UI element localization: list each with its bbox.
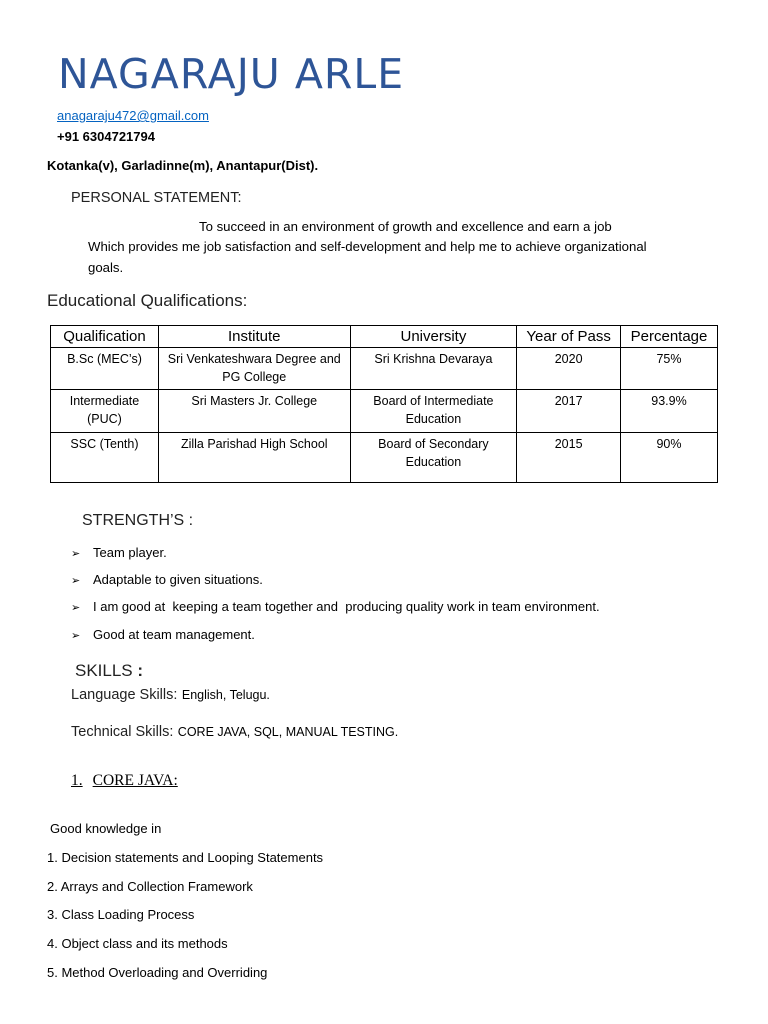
strength-text: I am good at keeping a team together and producing quality work in team environment. xyxy=(93,599,600,614)
language-skills xyxy=(71,686,270,704)
table-cell: Sri Masters Jr. College xyxy=(158,390,350,433)
strengths-heading: STRENGTH’S : xyxy=(82,512,194,529)
arrow-bullet-icon: ➢ xyxy=(71,630,81,642)
arrow-bullet-icon: ➢ xyxy=(71,575,81,587)
list-item: 5. Method Overloading and Overriding xyxy=(47,965,268,980)
table-row xyxy=(51,433,718,483)
skills-heading-text: SKILLS xyxy=(75,661,133,680)
table-cell: 2017 xyxy=(517,390,621,433)
list-item: 3. Class Loading Process xyxy=(47,907,195,922)
personal-statement-heading: PERSONAL STATEMENT: xyxy=(71,190,242,206)
core-java-heading xyxy=(71,772,178,790)
table-cell: Board of Secondary Education xyxy=(350,433,517,483)
table-cell: SSC (Tenth) xyxy=(51,433,159,483)
table-cell: 75% xyxy=(621,348,718,390)
strength-text: Adaptable to given situations. xyxy=(93,572,263,587)
technical-skills-value: CORE JAVA, SQL, MANUAL TESTING. xyxy=(177,725,399,739)
table-row xyxy=(51,390,718,433)
list-item xyxy=(71,545,167,560)
personal-statement-line: Which provides me job satisfaction and self-development and help me to achieve organizational xyxy=(88,239,647,254)
strength-text: Team player. xyxy=(93,545,167,560)
skills-heading-colon: : xyxy=(137,661,144,680)
table-cell: Board of Intermediate Education xyxy=(350,390,517,433)
column-header: University xyxy=(350,326,517,348)
arrow-bullet-icon: ➢ xyxy=(71,548,81,560)
language-skills-label: Language Skills: xyxy=(71,687,178,703)
candidate-name: NAGARAJU ARLE xyxy=(58,50,405,98)
skills-heading xyxy=(75,661,143,681)
personal-statement-line: goals. xyxy=(88,260,124,275)
list-item: 2. Arrays and Collection Framework xyxy=(47,879,253,894)
table-cell: 90% xyxy=(621,433,718,483)
technical-skills-label: Technical Skills: xyxy=(71,724,174,740)
arrow-bullet-icon: ➢ xyxy=(71,602,81,614)
strength-text: Good at team management. xyxy=(93,627,255,642)
core-java-intro: Good knowledge in xyxy=(50,821,162,836)
technical-skills xyxy=(71,723,398,741)
section-number: 1. xyxy=(71,772,83,789)
list-item xyxy=(71,599,600,614)
table-cell: Sri Venkateshwara Degree and PG College xyxy=(158,348,350,390)
address: Kotanka(v), Garladinne(m), Anantapur(Dist). xyxy=(47,158,319,173)
table-cell: 2015 xyxy=(517,433,621,483)
table-cell: B.Sc (MEC’s) xyxy=(51,348,159,390)
list-item: 1. Decision statements and Looping Statements xyxy=(47,850,324,865)
table-cell: Zilla Parishad High School xyxy=(158,433,350,483)
language-skills-value: English, Telugu. xyxy=(181,688,270,702)
email-link[interactable]: anagaraju472@gmail.com xyxy=(57,108,209,123)
table-cell: 93.9% xyxy=(621,390,718,433)
phone-number: +91 6304721794 xyxy=(57,129,155,144)
education-table xyxy=(50,325,718,483)
table-cell: Intermediate (PUC) xyxy=(51,390,159,433)
column-header: Year of Pass xyxy=(517,326,621,348)
education-heading: Educational Qualifications: xyxy=(47,291,248,310)
list-item xyxy=(71,627,255,642)
list-item xyxy=(71,572,263,587)
table-row xyxy=(51,348,718,390)
table-cell: Sri Krishna Devaraya xyxy=(350,348,517,390)
column-header: Institute xyxy=(158,326,350,348)
table-cell: 2020 xyxy=(517,348,621,390)
list-item: 4. Object class and its methods xyxy=(47,936,228,951)
core-java-title: CORE JAVA: xyxy=(92,772,178,789)
column-header: Qualification xyxy=(51,326,159,348)
table-header-row xyxy=(51,326,718,348)
personal-statement-line: To succeed in an environment of growth and excellence and earn a job xyxy=(199,219,612,234)
column-header: Percentage xyxy=(621,326,718,348)
